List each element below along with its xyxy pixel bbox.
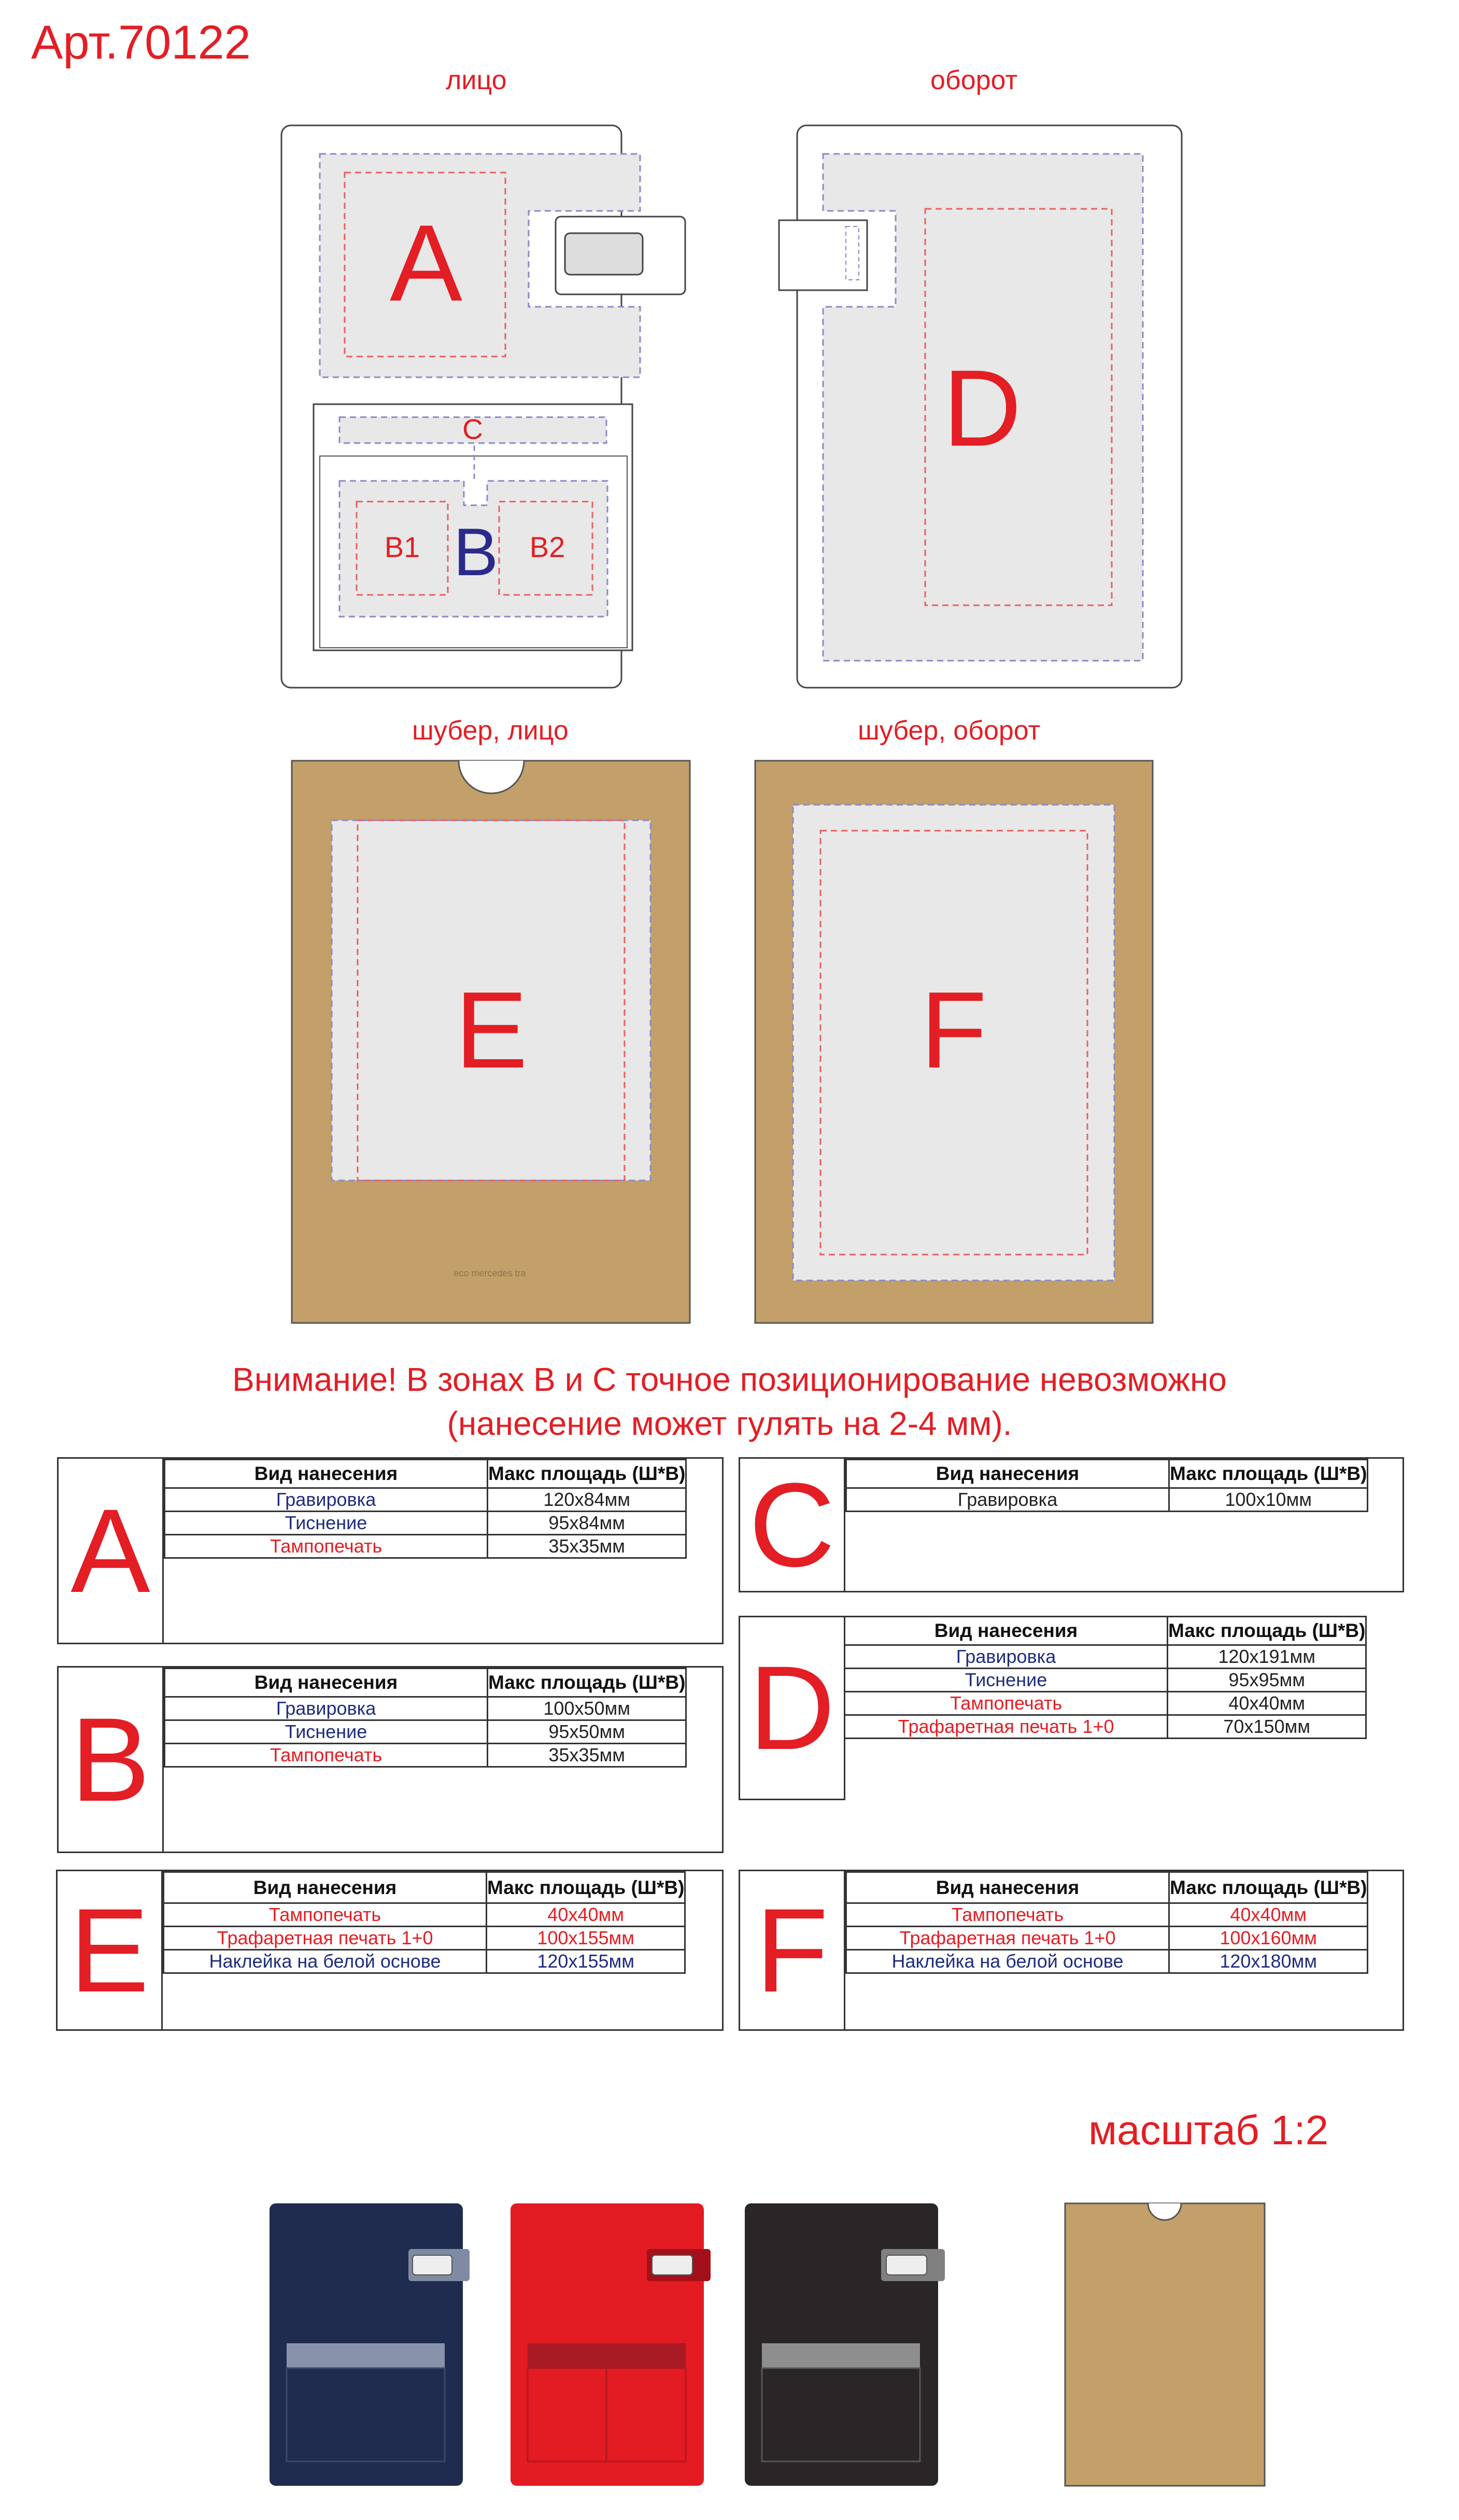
table-cell: 35x35мм — [488, 1744, 686, 1767]
table-cell: 35x35мм — [488, 1535, 686, 1558]
table-b-letter: B — [59, 1668, 164, 1852]
table-cell: Тампопечать — [846, 1903, 1169, 1927]
front-cover-diagram — [0, 0, 1459, 725]
table-cell: Гравировка — [845, 1645, 1168, 1669]
table-cell: 100x50мм — [488, 1697, 686, 1720]
table-cell: 95x95мм — [1168, 1669, 1366, 1692]
warning-line-2: (нанесение может гулять на 2-4 мм). — [447, 1405, 1012, 1442]
zone-label-b1: B1 — [384, 531, 420, 563]
table-cell: Тиснение — [845, 1669, 1168, 1692]
table-cell: 120x84мм — [488, 1488, 686, 1512]
table-cell: Тампопечать — [165, 1744, 488, 1767]
header-method: Вид нанесения — [846, 1872, 1169, 1903]
table-zone-c — [739, 1457, 1404, 1592]
clasp-plate — [565, 233, 643, 275]
header-area: Макс площадь (Ш*В) — [488, 1460, 686, 1488]
header-area: Макс площадь (Ш*В) — [1169, 1460, 1368, 1488]
table-cell: Тиснение — [165, 1512, 488, 1535]
table-cell: Трафаретная печать 1+0 — [846, 1927, 1169, 1950]
header-method: Вид нанесения — [165, 1669, 488, 1697]
header-method: Вид нанесения — [165, 1460, 488, 1488]
table-cell: Трафаретная печать 1+0 — [164, 1927, 487, 1950]
table-cell: Гравировка — [165, 1488, 488, 1512]
zone-label-b2: B2 — [529, 531, 565, 563]
header-area: Макс площадь (Ш*В) — [487, 1872, 685, 1903]
header-area: Макс площадь (Ш*В) — [488, 1669, 686, 1697]
label-sleeve-back: шубер, оборот — [858, 716, 1041, 746]
warning-line-1: Внимание! В зонах B и C точное позиционирование невозможно — [232, 1361, 1227, 1398]
table-cell: Наклейка на белой основе — [164, 1950, 487, 1973]
table-cell: 40x40мм — [1168, 1692, 1366, 1715]
table-e-letter: E — [58, 1871, 163, 2029]
table-cell: 120x191мм — [1168, 1645, 1366, 1669]
header-method: Вид нанесения — [164, 1872, 487, 1903]
header-method: Вид нанесения — [845, 1617, 1168, 1645]
table-cell: 70x150мм — [1168, 1715, 1366, 1739]
table-cell: Тампопечать — [845, 1692, 1168, 1715]
header-area: Макс площадь (Ш*В) — [1168, 1617, 1366, 1645]
header-area: Макс площадь (Ш*В) — [1169, 1872, 1368, 1903]
scale-label: масштаб 1:2 — [1088, 2107, 1329, 2153]
product-sleeve — [1065, 2203, 1265, 2486]
table-cell: 120x155мм — [487, 1950, 685, 1973]
table-cell: Трафаретная печать 1+0 — [845, 1715, 1168, 1739]
table-cell: Гравировка — [846, 1488, 1169, 1512]
label-front: лицо — [446, 65, 507, 95]
sleeve-diagrams — [0, 725, 1459, 1337]
product-red — [511, 2203, 711, 2486]
table-cell: Тампопечать — [164, 1903, 487, 1927]
table-cell: Наклейка на белой основе — [846, 1950, 1169, 1973]
table-zone-f — [739, 1870, 1404, 2031]
table-cell: 95x84мм — [488, 1512, 686, 1535]
product-black — [745, 2203, 945, 2486]
table-cell: 100x160мм — [1169, 1927, 1368, 1950]
eco-note: eco mercedes tra — [454, 1268, 526, 1278]
zone-label-f: F — [920, 969, 987, 1091]
zone-label-b: B — [453, 514, 499, 590]
zone-label-d: D — [943, 347, 1022, 469]
table-c-letter: C — [740, 1459, 845, 1591]
table-zone-d — [739, 1616, 1401, 1852]
zone-label-a: A — [389, 202, 463, 324]
table-cell: Тампопечать — [165, 1535, 488, 1558]
table-cell: 100x10мм — [1169, 1488, 1368, 1512]
header-method: Вид нанесения — [846, 1460, 1169, 1488]
table-cell: 40x40мм — [487, 1903, 685, 1927]
back-clasp — [779, 220, 867, 290]
table-zone-a — [57, 1457, 724, 1644]
table-f-letter: F — [740, 1871, 845, 2029]
table-cell: Гравировка — [165, 1697, 488, 1720]
label-back: оборот — [930, 65, 1018, 95]
table-zone-e — [56, 1870, 724, 2031]
table-cell: 95x50мм — [488, 1720, 686, 1744]
product-thumbnails — [0, 2176, 1459, 2520]
table-cell: 40x40мм — [1169, 1903, 1368, 1927]
zone-label-e: E — [455, 969, 528, 1091]
table-zone-b — [57, 1666, 724, 1853]
table-cell: Тиснение — [165, 1720, 488, 1744]
table-a-letter: A — [59, 1459, 164, 1643]
label-sleeve-front: шубер, лицо — [412, 716, 569, 746]
table-cell: 100x155мм — [487, 1927, 685, 1950]
table-d-letter: D — [739, 1616, 845, 1800]
table-cell: 120x180мм — [1169, 1950, 1368, 1973]
zone-label-c: C — [462, 413, 483, 445]
article-title: Арт.70122 — [31, 16, 251, 69]
product-navy — [270, 2203, 470, 2486]
